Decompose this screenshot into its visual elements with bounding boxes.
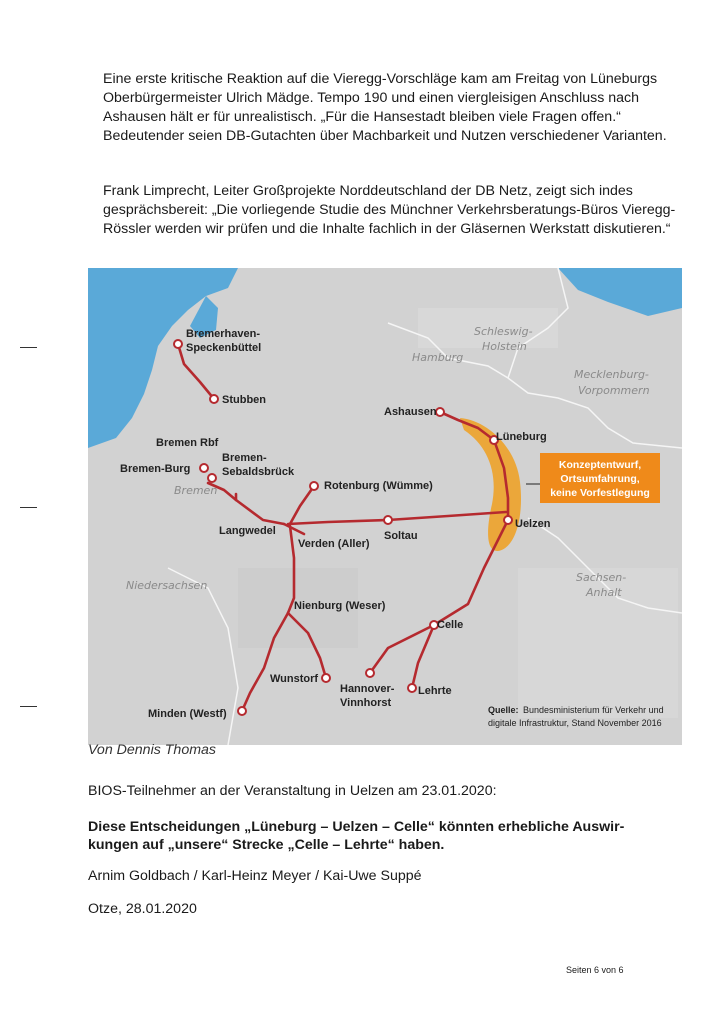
paragraph-limprecht: Frank Limprecht, Leiter Großprojekte Norddeutschland der DB Netz, zeigt sich indes gesprächsbereit: „Die vorliegende Studie des Münchner Verkehrsberatungs-Büros Vieregg-Rössler werden wir prüfen und die Inhalte fachlich in der Gläsernen Werkstatt diskutieren.“ <box>103 183 676 237</box>
callout-line-3: keine Vorfestlegung <box>550 487 650 499</box>
station-dot-uelzen <box>504 516 512 524</box>
region-schleswig-holstein-2: Holstein <box>482 340 527 353</box>
margin-mark <box>20 507 37 508</box>
station-soltau: Soltau <box>384 530 418 542</box>
region-niedersachsen: Niedersachsen <box>126 579 208 592</box>
page-number: Seiten 6 von 6 <box>566 965 624 975</box>
intro-line: BIOS-Teilnehmer an der Veranstaltung in Uelzen am 23.01.2020: <box>88 783 497 799</box>
station-dot-bremen-burg <box>208 474 216 482</box>
station-lueneburg: Lüneburg <box>496 431 547 443</box>
station-dot-hannover <box>366 669 374 677</box>
station-minden: Minden (Westf) <box>148 708 227 720</box>
callout-line-1: Konzeptentwurf, <box>558 459 642 471</box>
station-uelzen: Uelzen <box>515 518 551 530</box>
station-dot-bremen-rbf <box>200 464 208 472</box>
station-dot-bremerhaven <box>174 340 182 348</box>
highlight-statement <box>88 818 648 854</box>
map-source-line-2: digitale Infrastruktur, Stand November 2016 <box>488 718 662 728</box>
station-lehrte: Lehrte <box>418 685 452 697</box>
station-verden: Verden (Aller) <box>298 538 370 550</box>
place-date: Otze, 28.01.2020 <box>88 901 197 917</box>
paragraph-maedge: Eine erste kritische Reaktion auf die Vieregg-Vorschläge kam am Freitag von Lüneburgs Oberbürgermeister Ulrich Mädge. Tempo 190 und einen viergleisigen Anschluss nach Ashausen hält er für unrealistisch. „Für die Hansestadt bleiben viele Fragen offen.“ Bedeutender seien DB-Gutachten über Machbarkeit und Nutzen verschiedener Varianten. <box>103 71 667 144</box>
station-bremerhaven-1: Bremerhaven- <box>186 328 260 340</box>
source-text-1: Bundesministerium für Verkehr und <box>523 705 664 715</box>
margin-mark <box>20 706 37 707</box>
station-wunstorf: Wunstorf <box>270 673 319 685</box>
station-ashausen: Ashausen <box>384 406 437 418</box>
station-sebaldsbrueck-2: Sebaldsbrück <box>222 466 295 478</box>
station-bremen-burg: Bremen-Burg <box>120 463 191 475</box>
station-dot-soltau <box>384 516 392 524</box>
station-nienburg: Nienburg (Weser) <box>294 600 386 612</box>
highlight-line-2: kungen auf „unsere“ Strecke „Celle – Lehrte“ haben. <box>88 837 445 853</box>
region-vorpommern-2: Vorpommern <box>578 384 650 397</box>
region-bremen: Bremen <box>174 484 218 497</box>
author-line: Von Dennis Thomas <box>88 742 217 758</box>
rail-map <box>88 268 682 745</box>
region-anhalt-2: Anhalt <box>586 586 622 599</box>
source-label: Quelle: <box>488 705 519 715</box>
station-dot-rotenburg <box>310 482 318 490</box>
station-hannover-1: Hannover- <box>340 683 395 695</box>
map-source-line-1 <box>488 705 664 715</box>
station-bremerhaven-2: Speckenbüttel <box>186 342 262 354</box>
station-hannover-2: Vinnhorst <box>340 697 392 709</box>
region-hamburg: Hamburg <box>412 351 464 364</box>
region-schleswig-holstein-1: Schleswig- <box>474 325 533 338</box>
region-sachsen-1: Sachsen- <box>576 571 627 584</box>
station-dot-wunstorf <box>322 674 330 682</box>
station-dot-ashausen <box>436 408 444 416</box>
station-rotenburg: Rotenburg (Wümme) <box>324 480 433 492</box>
callout-line-2: Ortsumfahrung, <box>560 473 640 485</box>
station-celle: Celle <box>437 619 464 631</box>
station-dot-minden <box>238 707 246 715</box>
margin-mark <box>20 347 37 348</box>
station-dot-stubben <box>210 395 218 403</box>
station-sebaldsbrueck-1: Bremen- <box>222 452 267 464</box>
region-mecklenburg-1: Mecklenburg- <box>574 368 649 381</box>
highlight-line-1: Diese Entscheidungen „Lüneburg – Uelzen – Celle“ könnten erhebliche Auswir- <box>88 819 625 835</box>
station-bremen-rbf: Bremen Rbf <box>156 437 219 449</box>
station-langwedel: Langwedel <box>219 525 276 537</box>
signatories: Arnim Goldbach / Karl-Heinz Meyer / Kai-Uwe Suppé <box>88 868 422 884</box>
station-stubben: Stubben <box>222 394 266 406</box>
station-dot-lehrte <box>408 684 416 692</box>
